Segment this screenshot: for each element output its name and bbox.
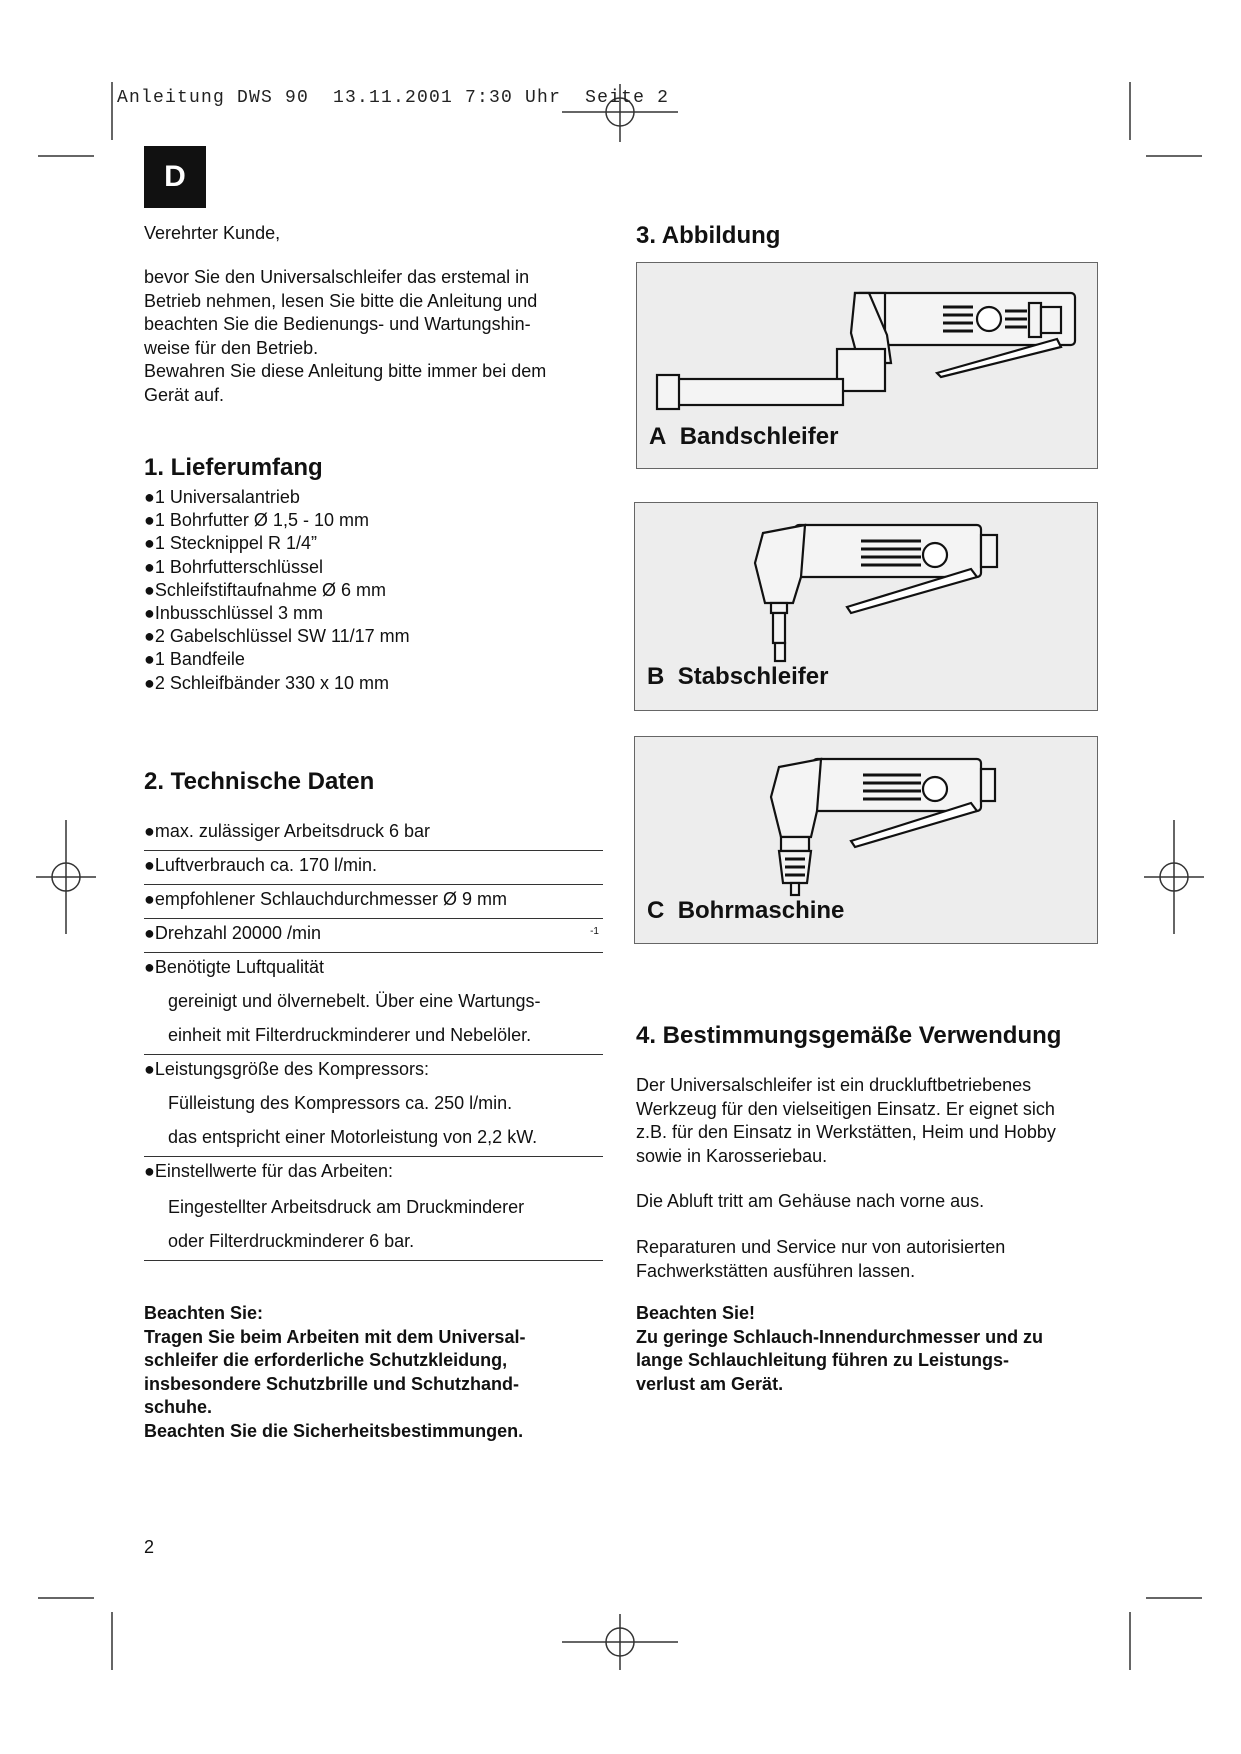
- list-item: ●Schleifstiftaufnahme Ø 6 mm: [144, 579, 386, 600]
- section-3-title: 3. Abbildung: [636, 222, 781, 249]
- spec-row: ●Einstellwerte für das Arbeiten:: [144, 1161, 393, 1181]
- language-badge: D: [144, 146, 206, 208]
- intro-paragraph: bevor Sie den Universalschleifer das erstemal in Betrieb nehmen, lesen Sie bitte die Anleitung und beachten Sie die Bedienungs- und Wartungshin- weise für den Betrieb. Bewahren Sie diese Anleitung bitte immer bei dem Gerät auf.: [144, 267, 547, 405]
- divider: [144, 952, 603, 953]
- figure-b-die-grinder: [634, 502, 1098, 711]
- usage-paragraph: Der Universalschleifer ist ein druckluftbetriebenes Werkzeug für den vielseitigen Einsatz. Er eignet sich z.B. für den Einsatz in Werkstätten, Heim und Hobby sowie in Karosseriebau.: [636, 1075, 1056, 1166]
- section-2-title: 2. Technische Daten: [144, 768, 375, 795]
- scope-list: [144, 486, 410, 695]
- list-item: ●1 Universalantrieb: [144, 487, 300, 507]
- figure-a-band-sander: [636, 262, 1098, 469]
- divider: [144, 1156, 603, 1157]
- divider: [144, 884, 603, 885]
- spec-detail: einheit mit Filterdruckminderer und Nebelöler.: [168, 1025, 532, 1045]
- list-item: ●1 Bandfeile: [144, 649, 245, 670]
- safety-note: Beachten Sie: Tragen Sie beim Arbeiten mit dem Universal- schleifer die erforderliche Schutzkleidung, insbesondere Schutzbrille und Schutzhand- schuhe. Beachten Sie die Sicherheitsbestimmungen.: [144, 1303, 526, 1441]
- exhaust-note: Die Abluft tritt am Gehäuse nach vorne aus.: [636, 1191, 985, 1211]
- spec-detail: gereinigt und ölvernebelt. Über eine Wartungs-: [168, 991, 541, 1011]
- page-number: 2: [144, 1537, 155, 1557]
- list-item: ●1 Stecknippel R 1/4”: [144, 533, 317, 554]
- greeting: Verehrter Kunde,: [144, 223, 281, 243]
- spec-row: ●Leistungsgröße des Kompressors:: [144, 1059, 430, 1079]
- note-title: Beachten Sie:: [144, 1303, 264, 1323]
- spec-detail: oder Filterdruckminderer 6 bar.: [168, 1231, 415, 1251]
- list-item: ●1 Bohrfutterschlüssel: [144, 556, 323, 577]
- spec-row: ●empfohlener Schlauchdurchmesser Ø 9 mm: [144, 889, 508, 909]
- service-note: Reparaturen und Service nur von autorisierten Fachwerkstätten ausführen lassen.: [636, 1237, 1006, 1281]
- section-1-title: 1. Lieferumfang: [144, 454, 323, 481]
- figure-caption: C Bohrmaschine: [647, 897, 845, 924]
- print-header: Anleitung DWS 90 13.11.2001 7:30 Uhr Seite 2: [117, 88, 670, 108]
- spec-detail: das entspricht einer Motorleistung von 2,2 kW.: [168, 1127, 538, 1147]
- spec-row: ●Luftverbrauch ca. 170 l/min.: [144, 855, 377, 875]
- list-item: ●2 Schleifbänder 330 x 10 mm: [144, 672, 390, 693]
- figure-caption: A Bandschleifer: [649, 423, 839, 450]
- spec-row: ●max. zulässiger Arbeitsdruck 6 bar: [144, 821, 430, 841]
- spec-detail: Fülleistung des Kompressors ca. 250 l/min.: [168, 1093, 513, 1113]
- list-item: ●2 Gabelschlüssel SW 11/17 mm: [144, 626, 410, 647]
- divider: [144, 1260, 603, 1261]
- spec-row: ●Benötigte Luftqualität: [144, 957, 325, 977]
- spec-row: ●Drehzahl 20000 /min -1: [144, 923, 599, 943]
- divider: [144, 850, 603, 851]
- divider: [144, 1054, 603, 1055]
- figure-c-drill: [634, 736, 1098, 944]
- figure-caption: B Stabschleifer: [647, 663, 829, 690]
- divider: [144, 918, 603, 919]
- spec-detail: Eingestellter Arbeitsdruck am Druckminderer: [168, 1197, 525, 1217]
- list-item: ●Inbusschlüssel 3 mm: [144, 602, 323, 623]
- hose-warning: Beachten Sie! Zu geringe Schlauch-Innendurchmesser und zu lange Schlauchleitung führen zu Leistungs- verlust am Gerät.: [636, 1303, 1044, 1394]
- list-item: ●1 Bohrfutter Ø 1,5 - 10 mm: [144, 510, 369, 531]
- superscript: -1: [590, 926, 599, 937]
- note-title: Beachten Sie!: [636, 1303, 756, 1323]
- section-4-title: 4. Bestimmungsgemäße Verwendung: [636, 1022, 1062, 1049]
